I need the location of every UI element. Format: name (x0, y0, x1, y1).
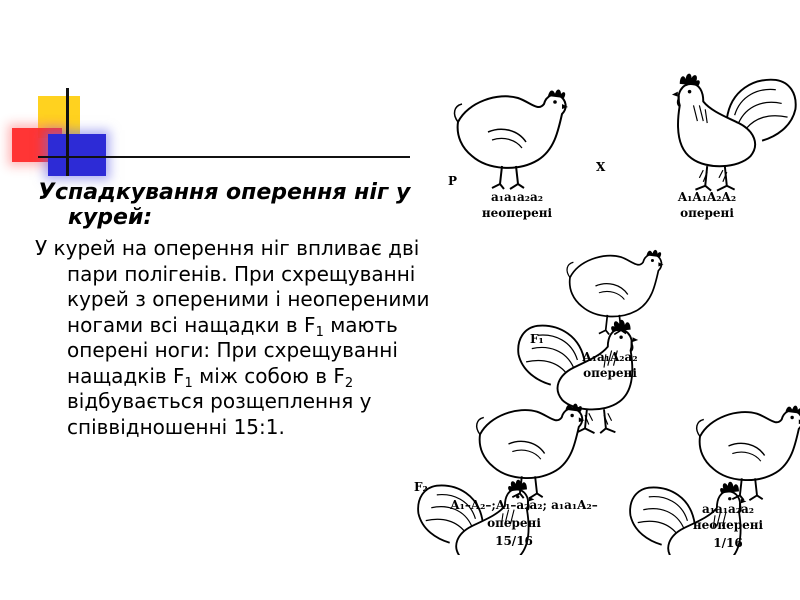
hen-phenotype: неоперені (481, 206, 553, 220)
hen-genotype: a₁a₁a₂a₂ (490, 190, 544, 204)
rooster-phenotype: оперені (680, 206, 734, 220)
slide-title: Успадкування оперення ніг у курей: (38, 180, 411, 230)
cross-symbol: X (596, 160, 606, 174)
slide-body (35, 236, 437, 440)
body-part-3: між собою в F (192, 363, 345, 388)
body-part-2: мають оперені ноги: При схрещуванні нащадків F (67, 312, 398, 388)
f1-label: F₁ (530, 332, 544, 346)
body-sub-3: 2 (344, 375, 354, 391)
f2-right-phenotype: неоперені (692, 518, 764, 532)
body-part-4: відбувається розщеплення у співвідношенні 15:1. (67, 389, 372, 439)
f2-label: F₂ (414, 480, 428, 494)
deco-blue-square (48, 134, 106, 176)
p-hen-image (455, 89, 568, 189)
rooster-genotype: A₁A₁A₂A₂ (677, 190, 737, 204)
p-rooster-image (672, 74, 796, 191)
p-label: P (448, 174, 458, 188)
body-part-1: У курей на оперення ніг впливає дві пари полігенів. При схрещуванні курей з опереними і неопереними ногами всі нащадки в F (35, 236, 430, 337)
chicken-illustrations (410, 70, 800, 555)
f2-left-pair-image (418, 404, 584, 555)
f2-left-ratio: 15/16 (495, 534, 533, 548)
f2-right-ratio: 1/16 (713, 536, 743, 550)
f1-phenotype: оперені (583, 366, 637, 380)
f2-left-phenotype: оперені (487, 516, 541, 530)
f2-right-genotype: a₁a₁a₂a₂ (701, 502, 755, 516)
body-sub-2: 1 (184, 375, 193, 391)
body-sub-1: 1 (315, 324, 324, 340)
f1-genotype: A₁a₁A₂a₂ (582, 350, 638, 364)
deco-vertical-line (66, 88, 69, 176)
f2-right-pair-image (630, 406, 800, 555)
chicken-cross-figure (410, 70, 800, 555)
f2-left-genotype: A₁–A₂–;A₁–a₂a₂; a₁a₁A₂– (450, 498, 598, 512)
deco-horizontal-line (38, 156, 410, 158)
